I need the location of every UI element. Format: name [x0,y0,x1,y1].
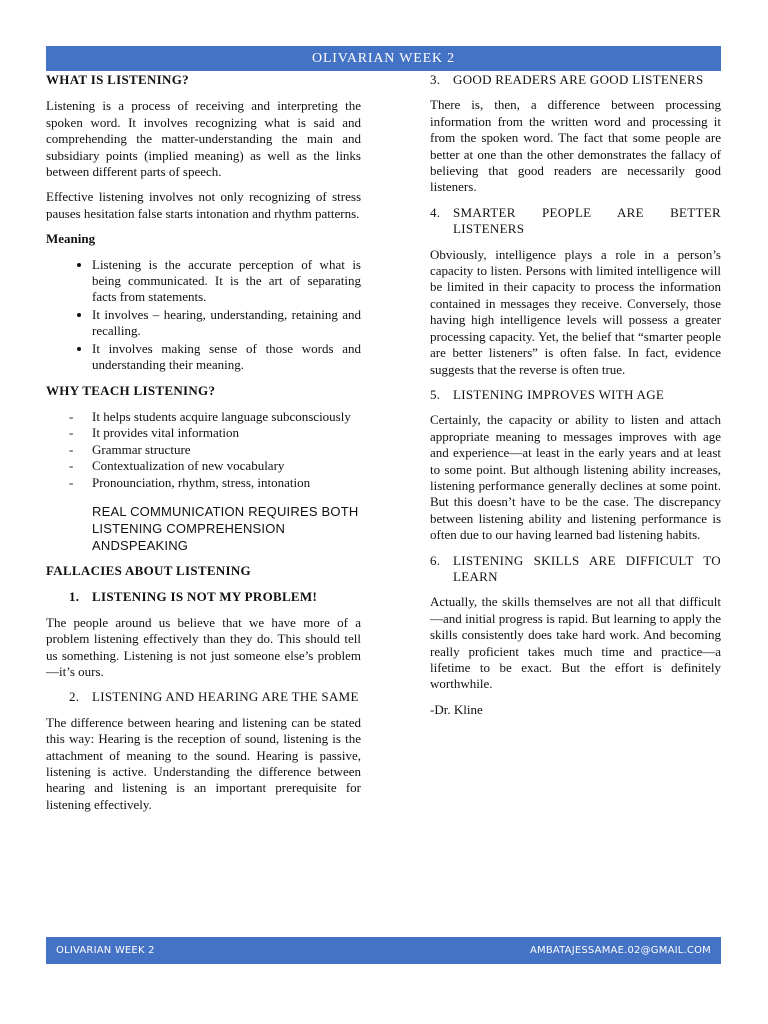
why-item [69,408,361,425]
fallacy-1-body: The people around us believe that we have more of a problem listening effectively than they do. This should tell us something. Listening is not just someone else’s problem—it’s ours. [46,614,361,679]
why-item-text: Contextualization of new vocabulary [92,458,285,474]
why-list [46,409,361,491]
fallacy-4-body: Obviously, intelligence plays a role in a person’s capacity to listen. Persons with limited intelligence will be limited in their capacity to process the information contained in messages they receive. Conversely, those having high intelligence levels will possess a greater processing capacity. Yet, the belief that “smarter people are better listeners” is often false. In fact, evidence suggests that the reverse is often true. [430,246,721,377]
fallacy-5-title-text: LISTENING IMPROVES WITH AGE [453,386,665,402]
fallacy-6-body: Actually, the skills themselves are not all that difficult—and initial progress is rapid. But learning to apply the skills consistently does take hard work. And becoming really proficient takes much time and practice—a lifetime to be exact. But the effort is definitely worthwhile. [430,594,721,692]
fallacy-5-number: 5. [430,386,441,402]
heading-what-is-listening: WHAT IS LISTENING? [46,72,189,87]
meaning-item: • It involves making sense of those words and understanding their meaning. [92,341,361,374]
fallacy-4-number: 4. [430,204,441,220]
meaning-list [46,257,361,374]
callout-real-communication: REAL COMMUNICATION REQUIRES BOTH LISTENING COMPREHENSION ANDSPEAKING [92,503,359,553]
fallacy-3-number: 3. [430,72,441,87]
why-item [69,458,361,474]
dash-bullet: - [69,441,74,457]
fallacy-1-title [69,589,361,605]
dash-bullet: - [69,458,74,474]
why-item-text: It helps students acquire language subconsciously [92,408,351,424]
why-item-text: Grammar structure [92,441,191,457]
fallacy-3-title [430,72,721,88]
fallacy-6-title [430,553,721,586]
signature: -Dr. Kline [430,701,483,717]
dash-bullet: - [69,474,74,490]
why-item-text: It provides vital information [92,425,239,441]
heading-fallacies: FALLACIES ABOUT LISTENING [46,562,251,578]
dash-bullet: - [69,425,74,441]
heading-meaning: Meaning [46,231,96,247]
heading-why-teach-listening: WHY TEACH LISTENING? [46,382,216,398]
fallacy-6-number: 6. [430,552,441,568]
paragraph-what-2: Effective listening involves not only recognizing of stress pauses hesitation false starts intonation and rhythm patterns. [46,189,361,221]
header-band [46,46,721,71]
fallacy-5-title [430,387,721,403]
left-column [46,72,361,822]
meaning-item: • Listening is the accurate perception of what is being communicated. It is the art of separating facts from statements. [92,257,361,306]
fallacy-3-title-text: GOOD READERS ARE GOOD LISTENERS [453,72,704,87]
fallacy-2-title [69,689,361,705]
fallacy-1-number: 1. [69,589,80,605]
dash-bullet: - [69,408,74,424]
footer-band [46,937,721,964]
header-title: OLIVARIAN WEEK 2 [312,51,455,66]
fallacy-2-title-text: LISTENING AND HEARING ARE THE SAME [92,689,359,705]
meaning-item: • It involves – hearing, understanding, retaining and recalling. [92,307,361,340]
fallacy-2-number: 2. [69,689,80,705]
fallacy-6-title-text: LISTENING SKILLS ARE DIFFICULT TO LEARN [453,552,721,584]
fallacy-4-title-text: SMARTER PEOPLE ARE BETTER LISTENERS [453,204,721,237]
fallacy-2-body: The difference between hearing and listening can be stated this way: Hearing is the reception of sound, listening is the attachment of meaning to the sound. Hearing is passive, listening is active. Understanding the difference between hearing and listening is an important prerequisite for listening effectively. [46,714,361,812]
footer-left-text: OLIVARIAN WEEK 2 [56,945,155,956]
fallacy-3-body: There is, then, a difference between processing information from the written word and processing it from the spoken word. The fact that some people are better at one than the other demonstrates the fallacy of believing that good readers are necessarily good listeners. [430,97,721,195]
why-item-text: Pronounciation, rhythm, stress, intonation [92,474,311,490]
right-column [430,72,721,727]
footer-email: AMBATAJESSAMAE.02@GMAIL.COM [529,945,711,956]
paragraph-what-1: Listening is a process of receiving and interpreting the spoken word. It involves recognizing what is said and comprehending the matter-understanding the main and subsidiary points (implied meaning) as well as the links between different parts of speech. [46,98,361,180]
fallacy-1-title-text: LISTENING IS NOT MY PROBLEM! [92,589,318,605]
why-item [69,474,361,491]
why-item [69,441,361,458]
why-item [69,425,361,441]
fallacy-4-title [430,205,721,238]
fallacy-5-body: Certainly, the capacity or ability to listen and attach appropriate meaning to messages improves with age and experience—at least in the early years and at least to some point. But although listening ability increases, listening performance generally declines at some point. But this doesn’t have to be the case. The discrepancy between listening ability and listening performance is often due to our having learned bad listening habits. [430,412,721,543]
